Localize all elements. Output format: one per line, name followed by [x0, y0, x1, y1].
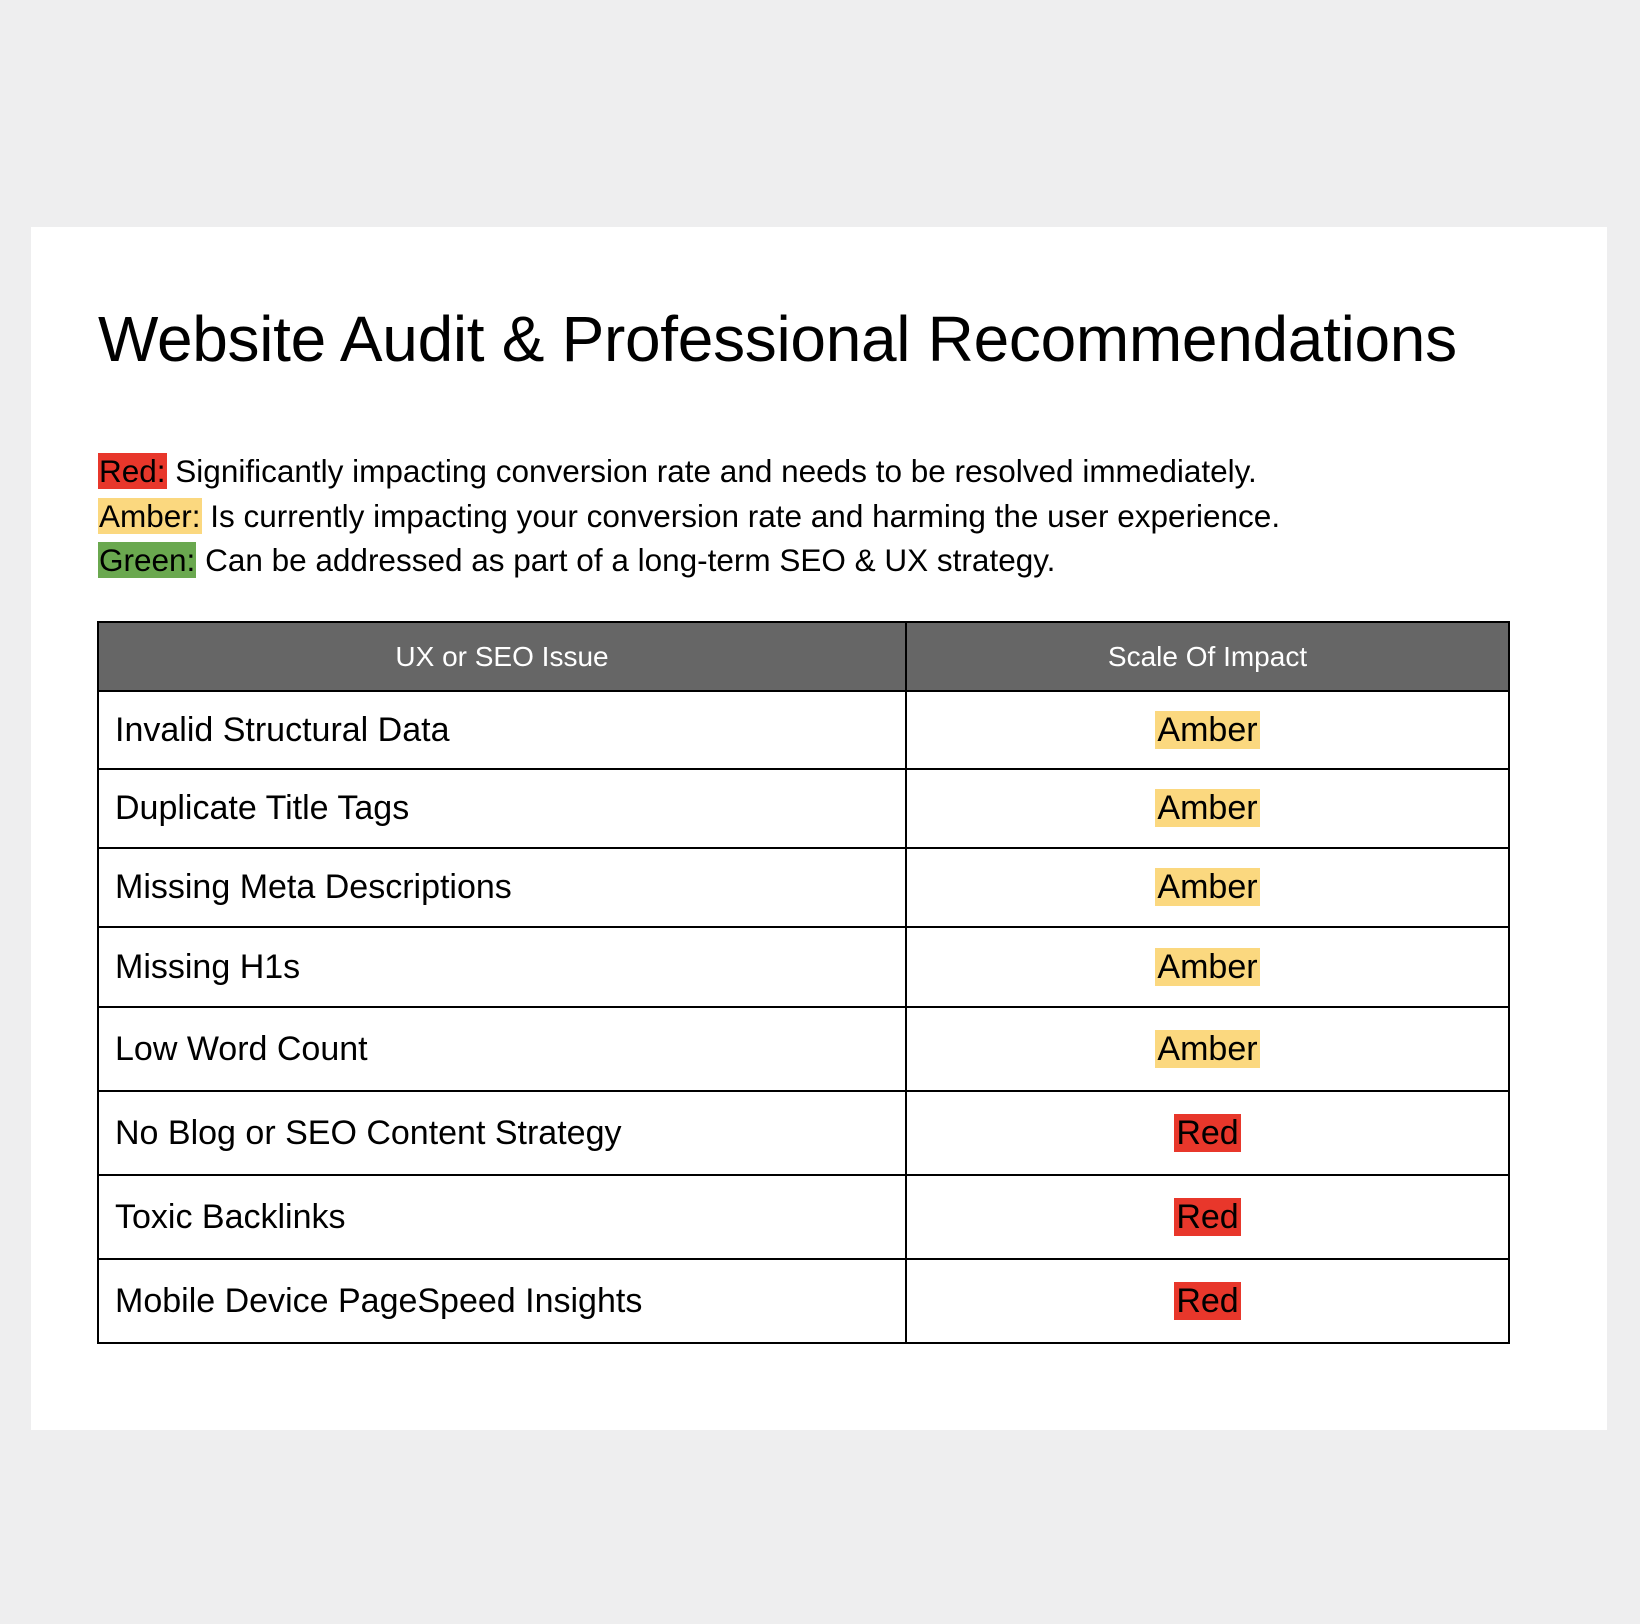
table-header-row	[98, 622, 1509, 691]
legend-tag-green: Green:	[99, 542, 196, 578]
issue-cell: Mobile Device PageSpeed Insights	[98, 1259, 906, 1343]
issue-cell: Invalid Structural Data	[98, 691, 906, 769]
table-row	[98, 769, 1509, 848]
legend-text-green: Can be addressed as part of a long-term SEO & UX strategy.	[196, 542, 1056, 578]
header-issue: UX or SEO Issue	[98, 622, 906, 691]
page-title: Website Audit & Professional Recommendations	[98, 303, 1457, 375]
impact-badge: Amber	[1157, 710, 1258, 749]
header-impact: Scale Of Impact	[906, 622, 1509, 691]
legend-text-amber: Is currently impacting your conversion rate and harming the user experience.	[201, 497, 1281, 534]
impact-badge: Red	[1176, 1281, 1239, 1320]
legend-text-red: Significantly impacting conversion rate and needs to be resolved immediately.	[166, 453, 1257, 489]
table-row	[98, 1259, 1509, 1343]
impact-badge: Amber	[1157, 947, 1258, 986]
issue-cell: Missing Meta Descriptions	[98, 848, 906, 927]
legend-green	[98, 538, 1280, 583]
impact-cell	[906, 1175, 1509, 1259]
table-row	[98, 1007, 1509, 1091]
impact-legend	[98, 449, 1280, 583]
impact-badge: Red	[1176, 1113, 1239, 1152]
table-row	[98, 691, 1509, 769]
impact-cell	[906, 769, 1509, 848]
impact-badge: Amber	[1157, 789, 1258, 827]
impact-cell	[906, 927, 1509, 1007]
impact-cell	[906, 1007, 1509, 1091]
issue-cell: Missing H1s	[98, 927, 906, 1007]
impact-cell	[906, 1259, 1509, 1343]
legend-tag-red: Red:	[99, 453, 166, 489]
issue-cell: Duplicate Title Tags	[98, 769, 906, 848]
impact-cell	[906, 1091, 1509, 1175]
document-page	[31, 227, 1607, 1430]
legend-tag-amber: Amber:	[99, 497, 201, 534]
impact-badge: Amber	[1157, 868, 1258, 906]
impact-cell	[906, 691, 1509, 769]
impact-cell	[906, 848, 1509, 927]
legend-amber	[98, 494, 1280, 539]
table-row	[98, 1175, 1509, 1259]
table-row	[98, 927, 1509, 1007]
impact-badge: Amber	[1157, 1029, 1258, 1068]
table-row	[98, 848, 1509, 927]
issue-cell: No Blog or SEO Content Strategy	[98, 1091, 906, 1175]
issue-cell: Toxic Backlinks	[98, 1175, 906, 1259]
issues-table	[97, 621, 1510, 1344]
table-row	[98, 1091, 1509, 1175]
legend-red	[98, 449, 1280, 494]
issue-cell: Low Word Count	[98, 1007, 906, 1091]
impact-badge: Red	[1176, 1197, 1239, 1236]
